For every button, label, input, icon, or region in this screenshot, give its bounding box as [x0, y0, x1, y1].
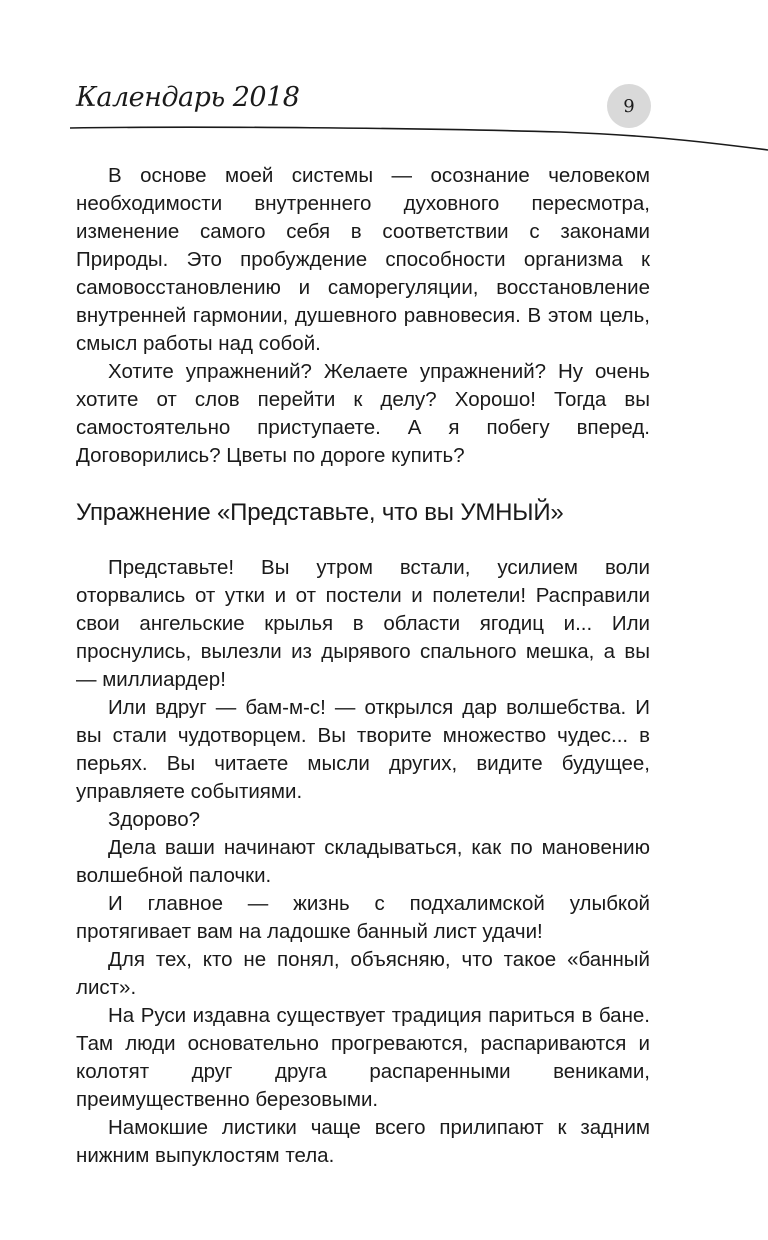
page-number-badge	[607, 84, 651, 128]
paragraph: Здорово?	[108, 808, 201, 831]
section-heading: Упражнение «Представьте, что вы УМНЫЙ»	[76, 499, 564, 526]
paragraph: Для тех, кто не понял, объясняю, что такое «банный лист».	[76, 948, 650, 999]
paragraph: И главное — жизнь с подхалимской улыбкой протягивает вам на ладошке банный лист удачи!	[76, 892, 650, 943]
paragraph: Представьте! Вы утром встали, усилием воли оторвались от утки и от постели и полетели! Расправили свои ангельские крылья в области ягодиц и... Или проснулись, вылезли из дырявого спального мешка, а вы — миллиардер!	[76, 556, 650, 691]
header-logo-calendar-2018: Календарь 2018	[76, 82, 300, 113]
paragraph: В основе моей системы — осознание человеком необходимости внутреннего духовного пересмотра, изменение самого себя в соответствии с законами Природы. Это пробуждение способности организма к самовосстановлению и саморегуляции, восстановление внутренней гармонии, душевного равновесия. В этом цель, смысл работы над собой.	[76, 164, 650, 355]
page-number: 9	[623, 95, 635, 117]
paragraph: Намокшие листики чаще всего прилипают к задним нижним выпуклостям тела.	[76, 1116, 650, 1167]
paragraph: Или вдруг — бам-м-с! — открылся дар волшебства. И вы стали чудотворцем. Вы творите множество чудес... в перьях. Вы читаете мысли других, видите будущее, управляете событиями.	[76, 696, 650, 803]
paragraph: Дела ваши начинают складываться, как по мановению волшебной палочки.	[76, 836, 650, 887]
paragraph: На Руси издавна существует традиция париться в бане. Там люди основательно прогреваются, распариваются и колотят друг друга распаренными вениками, преимущественно березовыми.	[76, 1004, 650, 1111]
paragraph: Хотите упражнений? Желаете упражнений? Ну очень хотите от слов перейти к делу? Хорошо! Тогда вы самостоятельно приступаете. А я побегу вперед. Договорились? Цветы по дороге купить?	[76, 360, 650, 467]
page-body	[76, 162, 650, 1170]
